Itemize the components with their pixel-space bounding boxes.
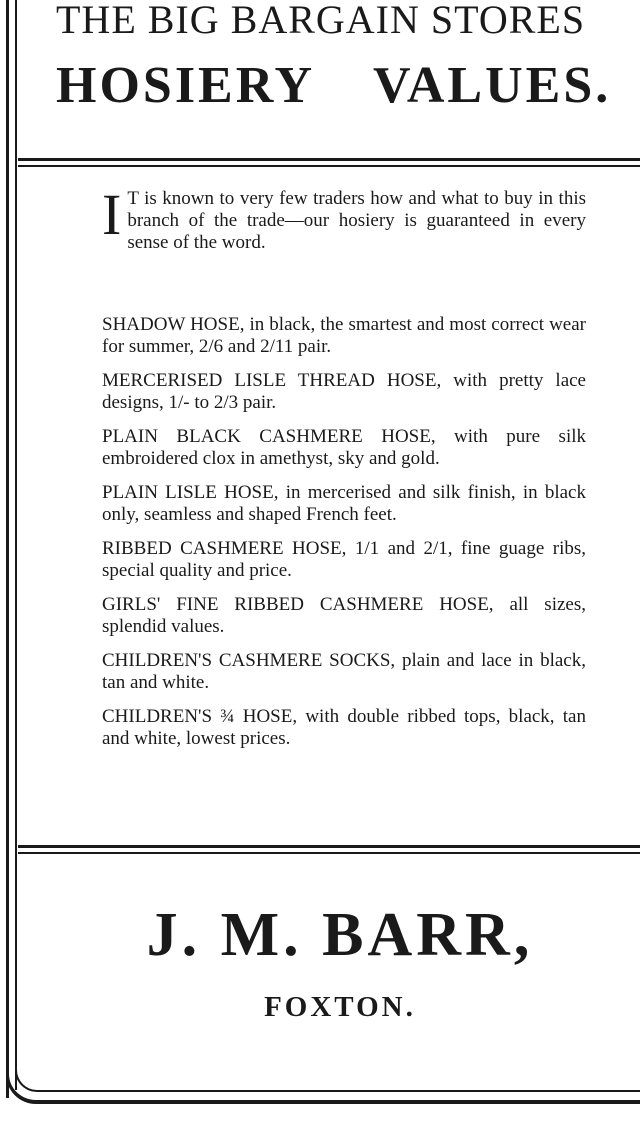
list-item: SHADOW HOSE, in black, the smartest and most correct wear for summer, 2/6 and 2/11 pair. [102, 314, 586, 357]
intro-paragraph [102, 182, 586, 254]
merchant-name: J. M. BARR, [146, 901, 534, 969]
bottom-border-inner-curve [15, 1060, 640, 1092]
list-item: MERCERISED LISLE THREAD HOSE, with pretty lace designs, 1/- to 2/3 pair. [102, 370, 586, 413]
list-item: PLAIN BLACK CASHMERE HOSE, with pure silk embroidered clox in amethyst, sky and gold. [102, 426, 586, 469]
headline-right: VALUES. [373, 57, 612, 114]
store-title: THE BIG BARGAIN STORES [56, 0, 586, 42]
header-divider [18, 158, 640, 167]
list-item: CHILDREN'S ¾ HOSE, with double ribbed tops, black, tan and white, lowest prices. [102, 706, 586, 749]
merchant-place: FOXTON. [264, 991, 416, 1023]
product-list [102, 314, 586, 750]
intro-text: T is known to very few traders how and what to buy in this branch of the trade—our hosiery is guaranteed in every sense of the word. [127, 188, 586, 253]
list-item: GIRLS' FINE RIBBED CASHMERE HOSE, all sizes, splendid values. [102, 594, 586, 637]
footer-divider [18, 845, 640, 854]
headline-left: HOSIERY [56, 57, 316, 114]
dropcap: I [102, 182, 122, 247]
headline [56, 56, 640, 116]
list-item: PLAIN LISLE HOSE, in mercerised and silk finish, in black only, seamless and shaped French feet. [102, 482, 586, 525]
list-item: RIBBED CASHMERE HOSE, 1/1 and 2/1, fine guage ribs, special quality and price. [102, 538, 586, 581]
list-item: CHILDREN'S CASHMERE SOCKS, plain and lace in black, tan and white. [102, 650, 586, 693]
